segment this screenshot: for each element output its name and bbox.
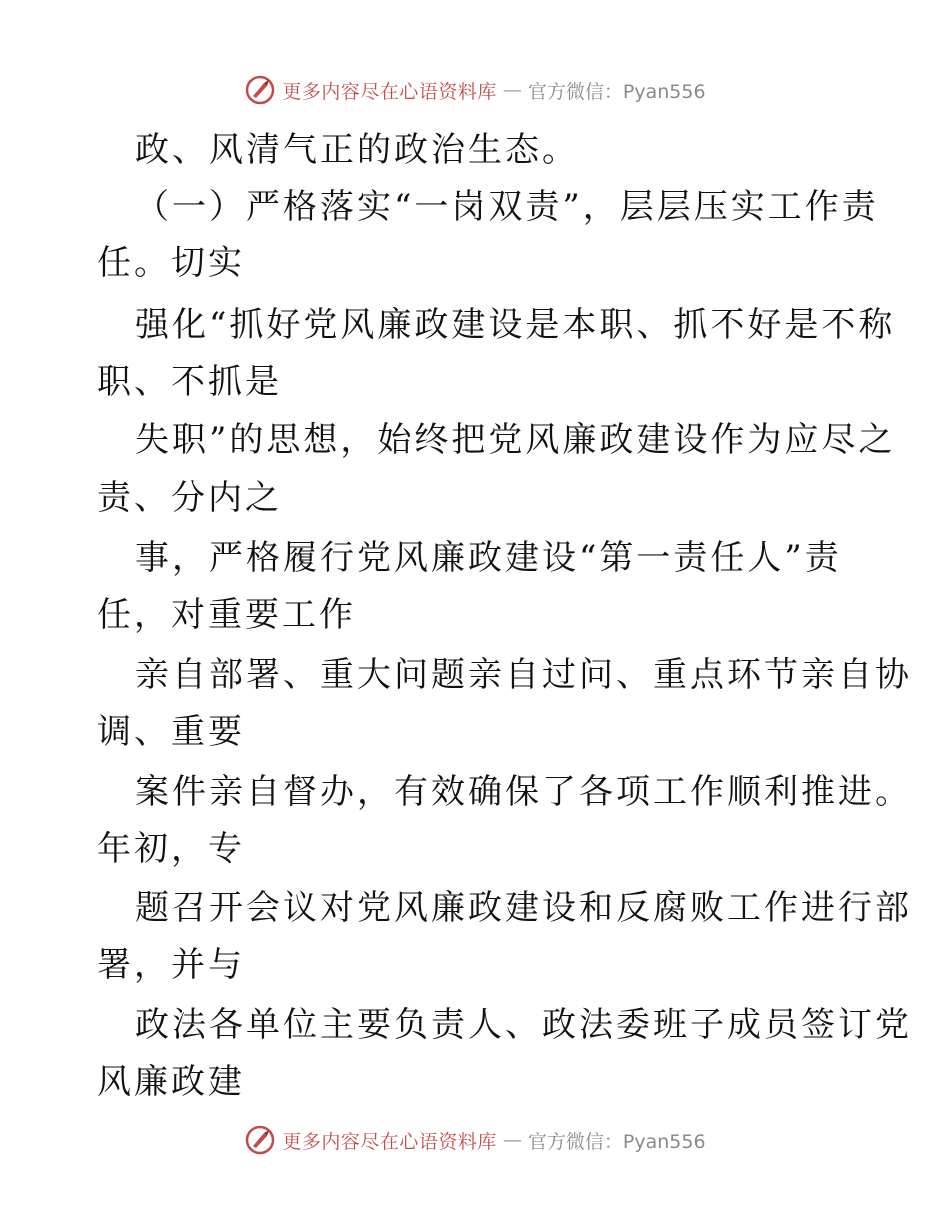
text-line: 失职”的思想，始终把党风廉政建设作为应尽之 bbox=[135, 420, 896, 460]
text-line: 风廉政建 bbox=[97, 1062, 245, 1102]
watermark-brand: 更多内容尽在心语资料库 bbox=[282, 1130, 497, 1153]
watermark-suffix: 官方微信：Pyan556 bbox=[527, 80, 706, 103]
footer-watermark bbox=[0, 1120, 950, 1160]
watermark-brand: 更多内容尽在心语资料库 bbox=[282, 80, 497, 103]
text-line: 题召开会议对党风廉政建设和反腐败工作进行部 bbox=[135, 888, 912, 928]
text-line: 责、分内之 bbox=[97, 478, 282, 518]
watermark-dash: — bbox=[502, 79, 522, 101]
text-line: 亲自部署、重大问题亲自过问、重点环节亲自协 bbox=[135, 655, 912, 695]
text-line: 任，对重要工作 bbox=[97, 595, 356, 635]
text-line: 强化“抓好党风廉政建设是本职、抓不好是不称 bbox=[135, 305, 896, 345]
text-line: 任。切实 bbox=[97, 243, 245, 283]
brand-logo-icon bbox=[244, 74, 276, 106]
header-watermark bbox=[0, 70, 950, 110]
text-line: 事，严格履行党风廉政建设“第一责任人”责 bbox=[135, 538, 842, 578]
text-line: （一）严格落实“一岗双责”，层层压实工作责 bbox=[135, 187, 879, 227]
text-line: 调、重要 bbox=[97, 712, 245, 752]
text-line: 政、风清气正的政治生态。 bbox=[135, 130, 579, 170]
text-line: 署，并与 bbox=[97, 945, 245, 985]
text-line: 政法各单位主要负责人、政法委班子成员签订党 bbox=[135, 1005, 912, 1045]
watermark-dash: — bbox=[502, 1129, 522, 1151]
brand-logo-icon bbox=[244, 1124, 276, 1156]
text-line: 案件亲自督办，有效确保了各项工作顺利推进。 bbox=[135, 772, 912, 812]
text-line: 职、不抓是 bbox=[97, 362, 282, 402]
text-line: 年初，专 bbox=[97, 829, 245, 869]
watermark-suffix: 官方微信：Pyan556 bbox=[527, 1130, 706, 1153]
